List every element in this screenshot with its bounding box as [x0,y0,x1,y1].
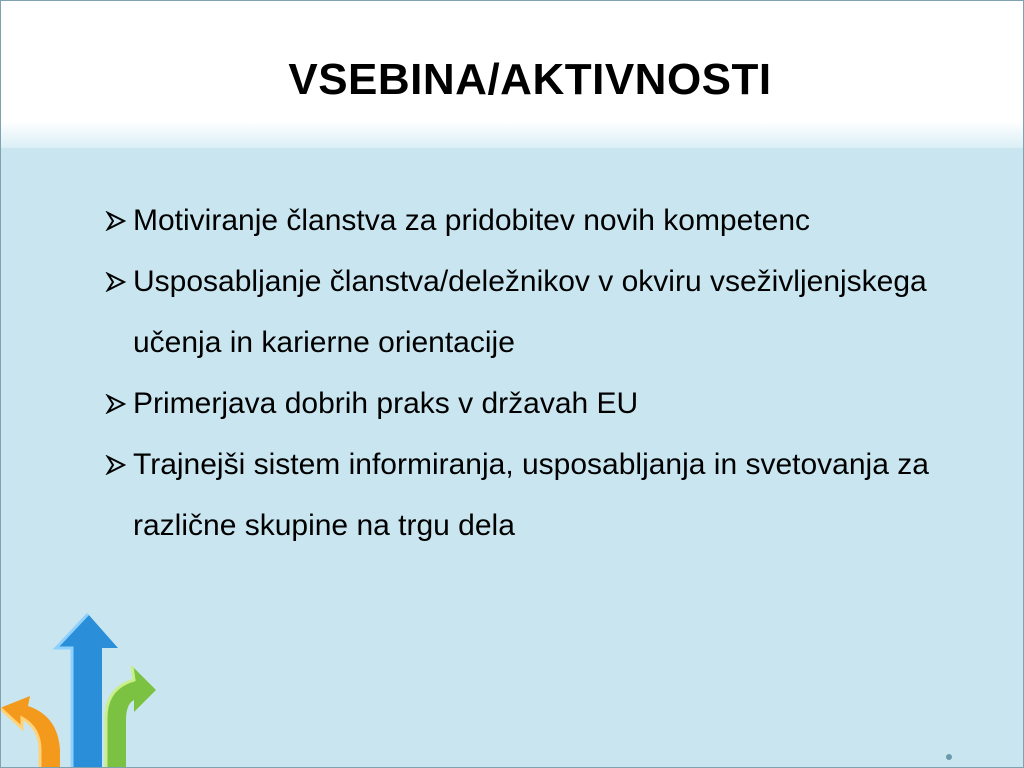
list-item [103,190,963,251]
arrow-bullet-icon [105,211,127,231]
arrow-bullet-icon [105,455,127,475]
list-item [103,434,963,556]
list-item-text: Motiviranje članstva za pridobitev novih kompetenc [133,204,811,237]
list-item [103,251,963,373]
arrow-bullet-icon [105,394,127,414]
arrow-bullet-icon [105,272,127,292]
list-item-text: Primerjava dobrih praks v državah EU [133,387,639,420]
list-item-text: Trajnejši sistem informiranja, usposabljanja in svetovanja za različne skupine na trgu dela [133,448,929,542]
list-item-text: Usposabljanje članstva/deležnikov v okviru vseživljenjskega učenja in karierne orientacije [133,265,927,359]
slide-title: VSEBINA/AKTIVNOSTI [288,55,772,104]
bullet-list [103,190,963,556]
corner-dot-icon [940,748,958,766]
list-item [103,373,963,434]
colorful-arrows-logo [0,600,170,768]
